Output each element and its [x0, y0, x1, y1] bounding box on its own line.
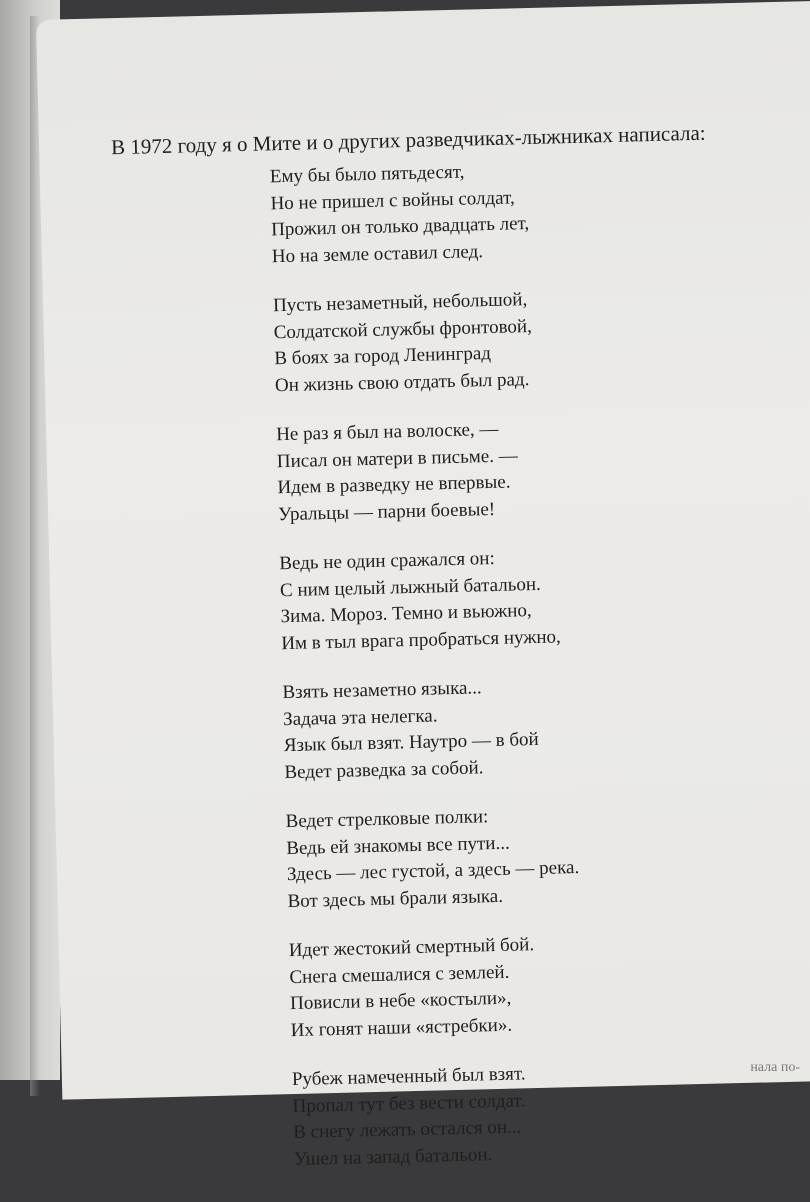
verse-line: Солдатской службы фронтовой, [273, 315, 533, 343]
verse-line: Ведет стрелковые полки: [285, 806, 489, 833]
poem-text [111, 118, 810, 1200]
verse-line: Уральцы — парни боевые! [277, 498, 496, 525]
verse-line: Здесь — лес густой, а здесь — река. [286, 856, 580, 886]
verse-line: Ведь не один сражался он: [279, 547, 496, 575]
verse-line: Вот здесь мы брали языка. [287, 885, 504, 912]
verse-line: Язык был взят. Наутро — в бой [283, 728, 539, 757]
stanza [292, 1054, 810, 1173]
verse-line: С ним целый лыжный батальон. [279, 573, 542, 601]
verse-line: Писал он матери в письме. — [276, 444, 518, 472]
stanza [279, 538, 803, 657]
verse-line: Ведь ей знакомы все пути... [286, 832, 510, 859]
verse-line: Но на земле оставил след. [271, 240, 484, 267]
stanza [289, 925, 810, 1044]
verse-line: В боях за город Ленинград [274, 342, 492, 370]
verse-line: Идет жестокий смертный бой. [288, 934, 535, 962]
page-gutter-shadow [30, 16, 40, 1096]
verse-line: Прожил он только двадцать лет, [270, 213, 530, 241]
verse-line: Ему бы было пятьдесят, [269, 161, 465, 188]
verse-line: Рубеж намеченный был взят. [291, 1063, 526, 1091]
verse-line: Ушел на запад батальон. [293, 1143, 493, 1170]
verse-line: Пропал тут без вести солдат. [292, 1089, 526, 1117]
verse-line: Он жизнь свою отдать был рад. [274, 368, 530, 396]
verse-line: Не раз я был на волоске, — [275, 418, 499, 446]
stanza [273, 281, 797, 400]
verse-line: Зима. Мороз. Темно и вьюжно, [280, 600, 532, 628]
verse-line: Повисли в небе «костыли», [289, 987, 512, 1015]
verse-line: Задача эта нелегка. [282, 704, 438, 730]
verse-line: Идем в разведку не впервые. [277, 471, 511, 499]
stanza [282, 667, 806, 786]
stanza-list [112, 152, 810, 1177]
verse-line: Взять незаметно языка... [282, 677, 482, 704]
verse-line: Пусть незаметный, небольшой, [272, 289, 528, 317]
intro-line: В 1972 году я о Мите и о других разведчиках-лыжниках написала: [110, 120, 706, 160]
stanza [276, 410, 800, 529]
stanza [270, 152, 794, 271]
verse-line: Снега смешалися с землей. [289, 961, 510, 988]
book-page [36, 0, 810, 1170]
verse-line: Их гонят наши «ястребки». [290, 1014, 513, 1041]
verse-line: Ведет разведка за собой. [284, 756, 484, 783]
verse-line: Но не пришел с войны солдат, [270, 186, 515, 214]
verse-line: В снегу лежать остался он... [293, 1116, 522, 1144]
next-page-fragment: нала по- [750, 1060, 800, 1075]
stanza [285, 796, 809, 915]
verse-line: Им в тыл врага пробраться нужно, [281, 625, 562, 654]
